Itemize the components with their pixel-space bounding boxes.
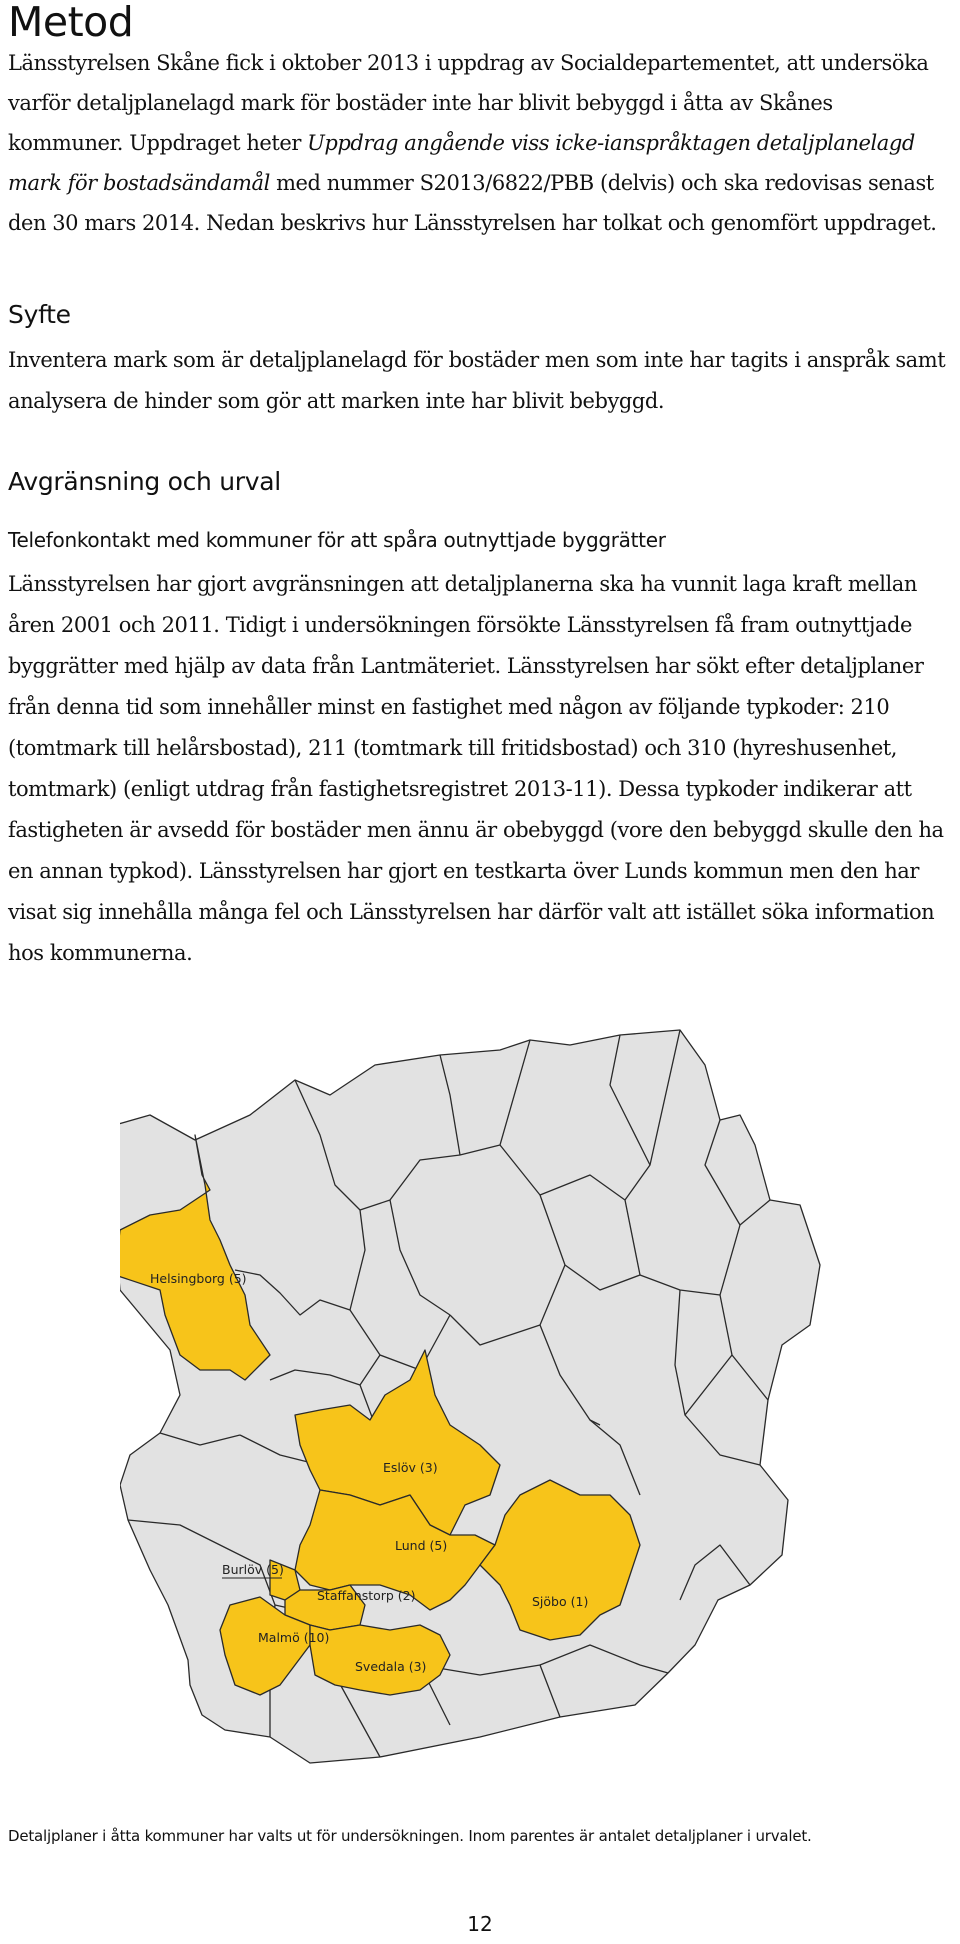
- intro-assignment-title: Uppdrag angående viss icke-ianspråktagen detaljplanelagd mark för bostadsändamål: [8, 131, 915, 195]
- heading-avgransning: Avgränsning och urval: [8, 467, 281, 496]
- heading-syfte: Syfte: [8, 300, 71, 329]
- page-heading-metod: Metod: [8, 0, 134, 46]
- skane-municipalities-map: [120, 1025, 870, 1785]
- intro-text-after: med nummer S2013/6822/PBB (delvis) och ska redovisas senast den 30 mars 2014. Nedan beskrivs hur Länsstyrelsen har tolkat och genomfört uppdraget.: [8, 171, 937, 235]
- avgransning-paragraph: Länsstyrelsen har gjort avgränsningen att detaljplanerna ska ha vunnit laga kraft mellan åren 2001 och 2011. Tidigt i undersökningen försökte Länsstyrelsen få fram outnyttjade byggrätter med hjälp av data från Lantmäteriet. Länsstyrelsen har sökt efter detaljplaner från denna tid som innehåller minst en fastighet med någon av följande typkoder: 210 (tomtmark till helårsbostad), 211 (tomtmark till fritidsbostad) och 310 (hyreshusenhet, tomtmark) (enligt utdrag från fastighetsregistret 2013-11). Dessa typkoder indikerar att fastigheten är avsedd för bostäder men ännu är obebyggd (vore den bebyggd skulle den ha en annan typkod). Länsstyrelsen har gjort en testkarta över Lunds kommun men den har visat sig innehålla många fel och Länsstyrelsen har därför valt att istället söka information hos kommunerna.: [8, 572, 944, 965]
- label-staffanstorp: Staffanstorp (2): [317, 1588, 416, 1603]
- map-caption: Detaljplaner i åtta kommuner har valts ut för undersökningen. Inom parentes är antalet detaljplaner i urvalet.: [8, 1827, 812, 1845]
- label-eslov: Eslöv (3): [383, 1460, 438, 1475]
- label-malmo: Malmö (10): [258, 1630, 330, 1645]
- page-number: 12: [467, 1912, 493, 1936]
- label-lund: Lund (5): [395, 1538, 448, 1553]
- intro-text-before: Länsstyrelsen Skåne fick i oktober 2013 i uppdrag av Socialdepartementet, att undersöka varför detaljplanelagd mark för bostäder inte har blivit bebyggd i åtta av Skånes kommuner. Uppdraget heter: [8, 51, 929, 155]
- label-svedala: Svedala (3): [355, 1659, 427, 1674]
- syfte-paragraph: Inventera mark som är detaljplanelagd för bostäder men som inte har tagits i anspråk samt analysera de hinder som gör att marken inte har blivit bebyggd.: [8, 348, 946, 413]
- label-burlov: Burlöv (5): [222, 1562, 284, 1577]
- label-sjobo: Sjöbo (1): [532, 1594, 589, 1609]
- label-helsingborg: Helsingborg (5): [150, 1271, 247, 1286]
- subheading-telefonkontakt: Telefonkontakt med kommuner för att spåra outnyttjade byggrätter: [8, 528, 666, 552]
- intro-paragraph: [8, 43, 953, 243]
